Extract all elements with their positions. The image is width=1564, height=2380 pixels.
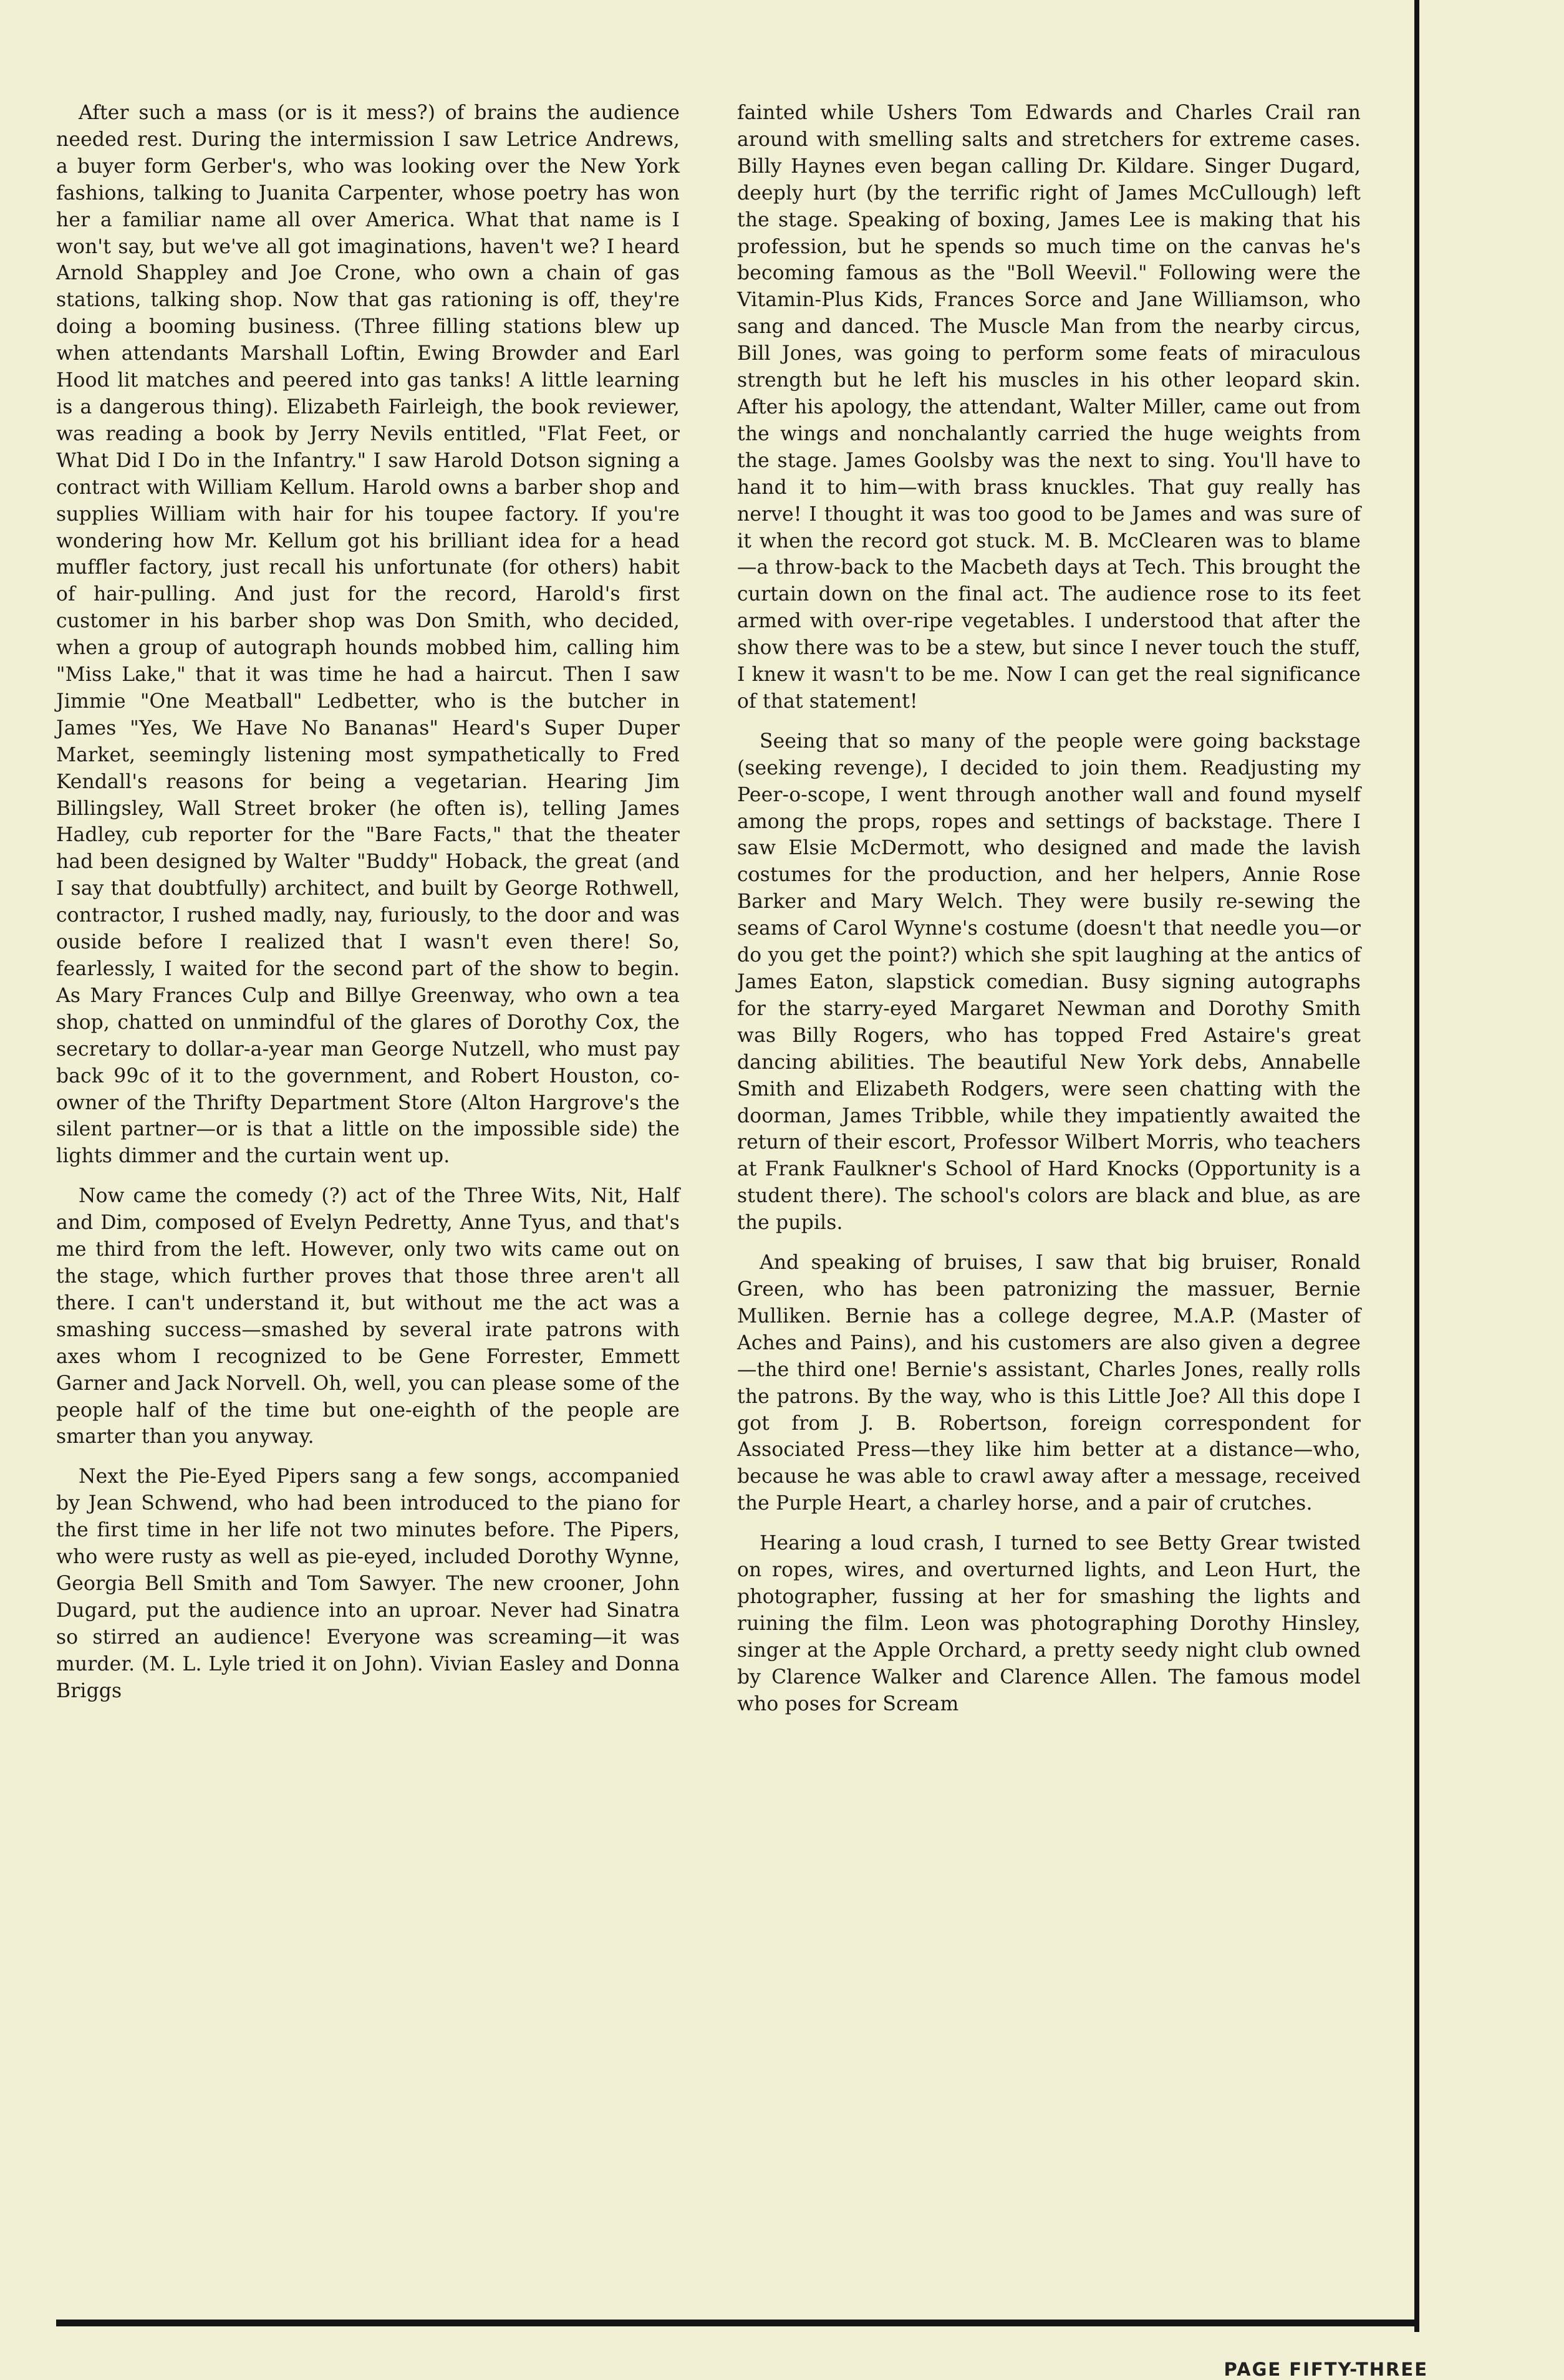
paragraph: fainted while Ushers Tom Edwards and Charles Crail ran around with smelling salts and stretchers for extreme cases. Billy Haynes even began calling Dr. Kildare. Singer Dugard, deeply hurt (by the terrific right of James McCullough) left the stage. Speaking of boxing, James Lee is making that his profession, but he spends so much time on the canvas he's becoming famous as the "Boll Weevil." Following were the Vitamin-Plus Kids, Frances Sorce and Jane Williamson, who sang and danced. The Muscle Man from the nearby circus, Bill Jones, was going to perform some feats of miraculous strength but he left his muscles in his other leopard skin. After his apology, the attendant, Walter Miller, came out from the wings and nonchalantly carried the huge weights from the stage. James Goolsby was the next to sing. You'll have to hand it to him—with brass knuckles. That guy really has nerve! I thought it was too good to be James and was sure of it when the record got stuck. M. B. McClearen was to blame—a throw-back to the Macbeth days at Tech. This brought the curtain down on the final act. The audience rose to its feet armed with over-ripe vegetables. I understood that after the show there was to be a stew, but since I never touch the stuff, I knew it wasn't to be me. Now I can get the real significance of that statement! xyxy=(737,102,1361,713)
paragraph: After such a mass (or is it mess?) of brains the audience needed rest. During the intermission I saw Letrice Andrews, a buyer form Gerber's, who was looking over the New York fashions, talking to Juanita Carpenter, whose poetry has won her a familiar name all over America. What that name is I won't say, but we've all got imaginations, haven't we? I heard Arnold Shappley and Joe Crone, who own a chain of gas stations, talking shop. Now that gas rationing is off, they're doing a booming business. (Three filling stations blew up when attendants Marshall Loftin, Ewing Browder and Earl Hood lit matches and peered into gas tanks! A little learning is a dangerous thing). Elizabeth Fairleigh, the book reviewer, was reading a book by Jerry Nevils entitled, "Flat Feet, or What Did I Do in the Infantry." I saw Harold Dotson signing a contract with William Kellum. Harold owns a barber shop and supplies William with hair for his toupee factory. If you're wondering how Mr. Kellum got his brilliant idea for a head muffler factory, just recall his unfortunate (for others) habit of hair-pulling. And just for the record, Harold's first customer in his barber shop was Don Smith, who decided, when a group of autograph hounds mobbed him, calling him "Miss Lake," that it was time he had a haircut. Then I saw Jimmie "One Meatball" Ledbetter, who is the butcher in James "Yes, We Have No Bananas" Heard's Super Duper Market, seemingly listening most sympathetically to Fred Kendall's reasons for being a vegetarian. Hearing Jim Billingsley, Wall Street broker (he often is), telling James Hadley, cub reporter for the "Bare Facts," that the theater had been designed by Walter "Buddy" Hoback, the great (and I say that doubtfully) architect, and built by George Rothwell, contractor, I rushed madly, nay, furiously, to the door and was ouside before I realized that I wasn't even there! So, fearlessly, I waited for the second part of the show to begin. As Mary Frances Culp and Billye Greenway, who own a tea shop, chatted on unmindful of the glares of Dorothy Cox, the secretary to dollar-a-year man George Nutzell, who must pay back 99c of it to the government, and Robert Houston, co-owner of the Thrifty Department Store (Alton Hargrove's the silent partner—or is that a little on the impossible side) the lights dimmer and the curtain went up. xyxy=(56,102,680,1168)
page-number-label: PAGE FIFTY-THREE xyxy=(1224,2359,1428,2380)
paragraph: Next the Pie-Eyed Pipers sang a few songs, accompanied by Jean Schwend, who had been introduced to the piano for the first time in her life not two minutes before. The Pipers, who were rusty as well as pie-eyed, included Dorothy Wynne, Georgia Bell Smith and Tom Sawyer. The new crooner, John Dugard, put the audience into an uproar. Never had Sinatra so stirred an audience! Everyone was screaming—it was murder. (M. L. Lyle tried it on John). Vivian Easley and Donna Briggs xyxy=(56,1465,680,1702)
paragraph: Now came the comedy (?) act of the Three Wits, Nit, Half and Dim, composed of Evelyn Pedretty, Anne Tyus, and that's me third from the left. However, only two wits came out on the stage, which further proves that those three aren't all there. I can't understand it, but without me the act was a smashing success—smashed by several irate patrons with axes whom I recognized to be Gene Forrester, Emmett Garner and Jack Norvell. Oh, well, you can please some of the people half of the time but one-eighth of the people are smarter than you anyway. xyxy=(56,1185,680,1448)
paragraph: And speaking of bruises, I saw that big bruiser, Ronald Green, who has been patronizing the massuer, Bernie Mulliken. Bernie has a college degree, M.A.P. (Master of Aches and Pains), and his customers are also given a degree—the third one! Bernie's assistant, Charles Jones, really rolls the patrons. By the way, who is this Little Joe? All this dope I got from J. B. Robertson, foreign correspondent for Associated Press—they like him better at a distance—who, because he was able to crawl away after a message, received the Purple Heart, a charley horse, and a pair of crutches. xyxy=(737,1251,1361,1515)
bottom-border-rule xyxy=(56,2320,1419,2326)
paragraph: Hearing a loud crash, I turned to see Betty Grear twisted on ropes, wires, and overturned lights, and Leon Hurt, the photographer, fussing at her for smashing the lights and ruining the film. Leon was photographing Dorothy Hinsley, singer at the Apple Orchard, a pretty seedy night club owned by Clarence Walker and Clarence Allen. The famous model who poses for Scream xyxy=(737,1532,1361,1715)
paragraph: Seeing that so many of the people were going backstage (seeking revenge), I decided to join them. Readjusting my Peer-o-scope, I went through another wall and found myself among the props, ropes and settings of backstage. There I saw Elsie McDermott, who designed and made the lavish costumes for the production, and her helpers, Annie Rose Barker and Mary Welch. They were busily re-sewing the seams of Carol Wynne's costume (doesn't that needle you—or do you get the point?) which she spit laughing at the antics of James Eaton, slapstick comedian. Busy signing autographs for the starry-eyed Margaret Newman and Dorothy Smith was Billy Rogers, who has topped Fred Astaire's great dancing abilities. The beautiful New York debs, Annabelle Smith and Elizabeth Rodgers, were seen chatting with the doorman, James Tribble, while they impatiently awaited the return of their escort, Professor Wilbert Morris, who teachers at Frank Faulkner's School of Hard Knocks (Opportunity is a student there). The school's colors are black and blue, as are the pupils. xyxy=(737,730,1361,1235)
left-text-column xyxy=(56,100,680,1717)
right-border-rule xyxy=(1414,0,1419,2332)
right-text-column xyxy=(737,100,1361,1730)
